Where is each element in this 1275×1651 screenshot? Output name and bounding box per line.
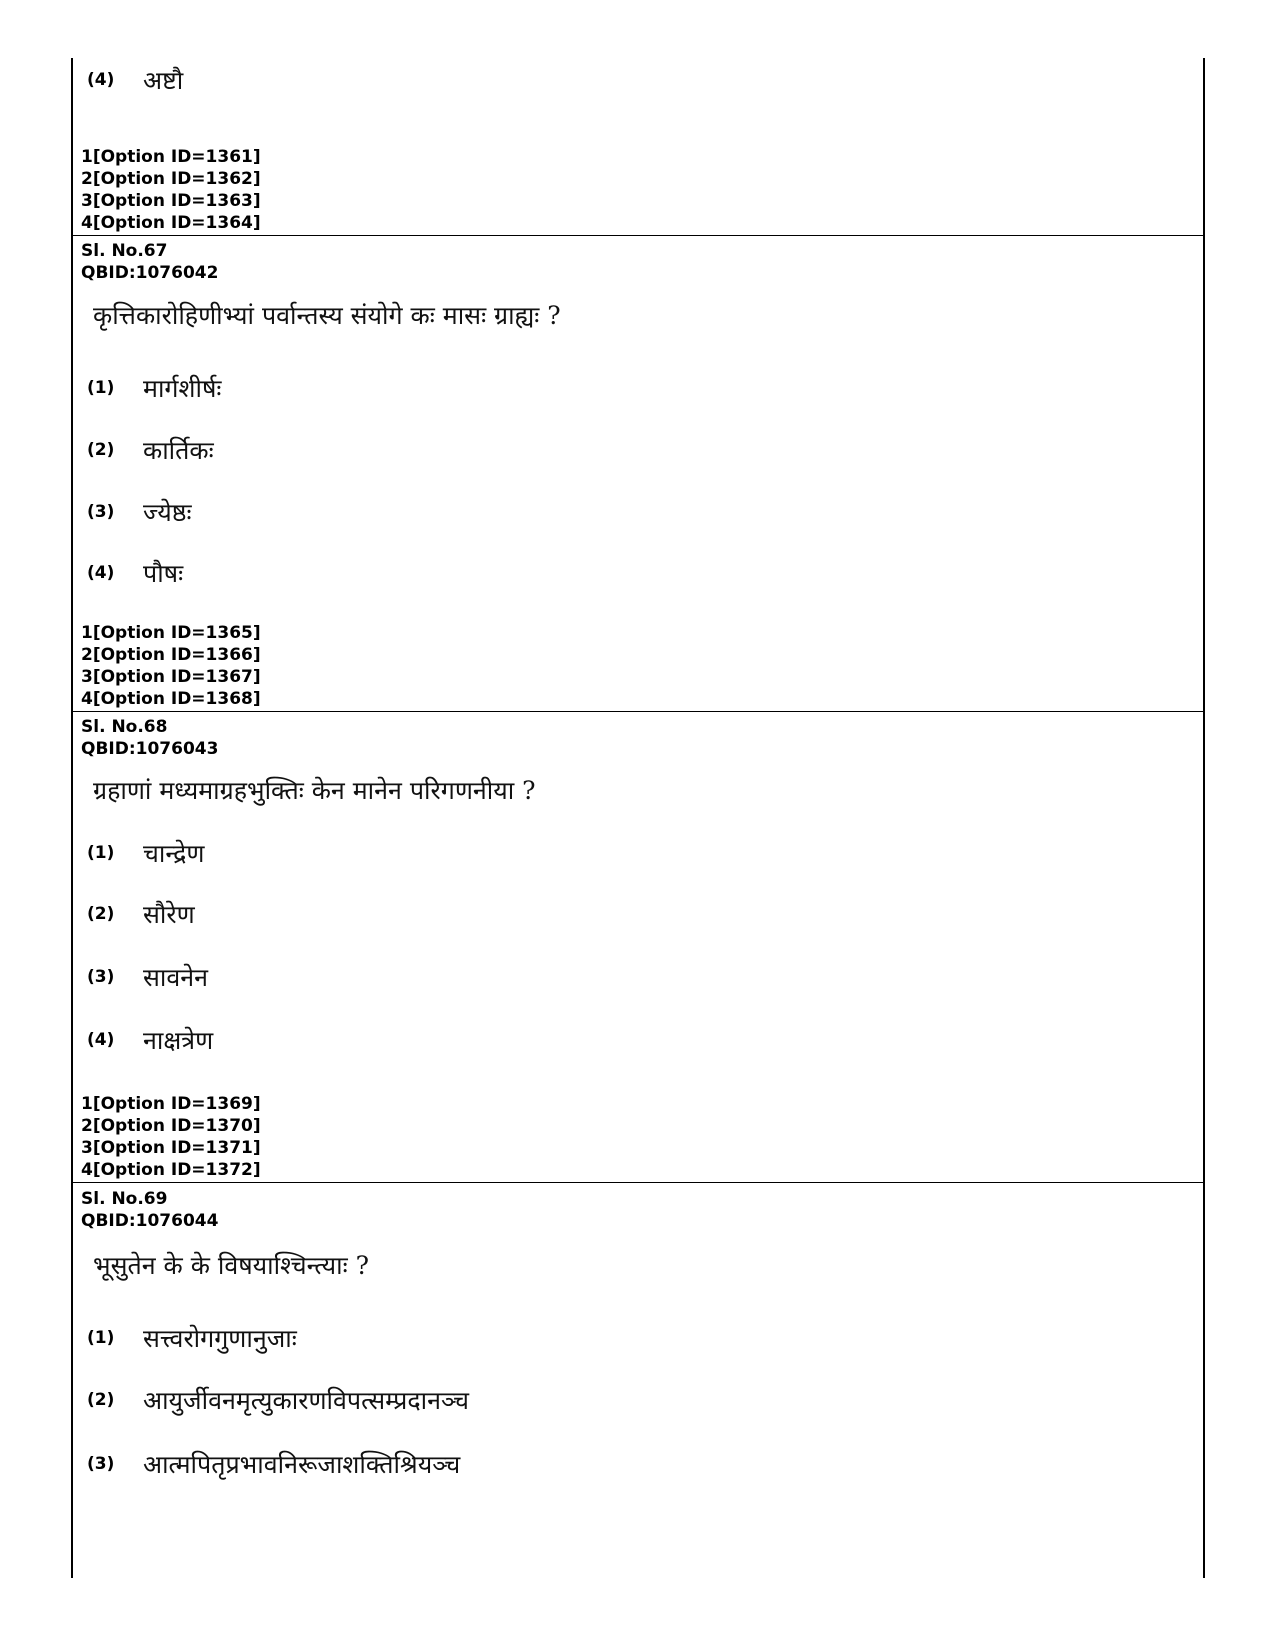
option-row [87,430,214,470]
option-text: अष्टौ [143,66,184,95]
option-row [87,894,195,934]
option-number: (1) [87,378,115,398]
option-number: (4) [87,563,115,583]
option-id-list [81,622,261,710]
option-text: सत्त्वरोगगुणानुजाः [143,1324,297,1353]
separator-line [73,711,1203,712]
option-text: सौरेण [143,900,195,929]
option-id: 2[Option ID=1362] [81,169,261,189]
option-id: 3[Option ID=1363] [81,191,261,211]
question-header [81,1188,218,1232]
option-id: 2[Option ID=1366] [81,645,261,665]
option-text: चान्द्रेण [143,839,205,868]
option-row [87,60,183,100]
qbid: QBID:1076042 [81,263,219,283]
question-header [81,240,218,284]
question-text: भूसुतेन के के विषयाश्चिन्त्याः ? [93,1251,369,1280]
option-row [87,368,221,408]
option-text: आयुर्जीवनमृत्युकारणविपत्सम्प्रदानञ्च [143,1386,470,1415]
option-id: 4[Option ID=1364] [81,213,261,233]
separator-line [73,1182,1203,1183]
option-number: (3) [87,1454,115,1474]
sl-no: Sl. No.68 [81,717,168,737]
option-text: ज्येष्ठः [143,498,192,527]
option-text: सावनेन [143,963,209,992]
option-text: पौषः [143,559,184,588]
option-id: 2[Option ID=1370] [81,1116,261,1136]
option-number: (4) [87,70,115,90]
option-number: (1) [87,843,115,863]
option-number: (2) [87,1390,115,1410]
option-id: 1[Option ID=1369] [81,1094,261,1114]
option-id-list [81,1093,261,1181]
option-id: 1[Option ID=1365] [81,623,261,643]
option-row [87,833,204,873]
option-id: 3[Option ID=1367] [81,667,261,687]
sl-no: Sl. No.67 [81,241,168,261]
question-text: कृत्तिकारोहिणीभ्यां पर्वान्तस्य संयोगे कः मासः ग्राह्यः ? [93,301,561,330]
option-id-list [81,146,261,234]
option-number: (4) [87,1030,115,1050]
option-row [87,492,192,532]
option-id: 3[Option ID=1371] [81,1138,261,1158]
option-number: (2) [87,904,115,924]
option-row [87,1444,460,1484]
option-id: 4[Option ID=1372] [81,1160,261,1180]
option-id: 1[Option ID=1361] [81,147,261,167]
option-text: मार्गशीर्षः [143,374,222,403]
qbid: QBID:1076043 [81,739,219,759]
option-number: (3) [87,502,115,522]
question-header [81,716,218,760]
question-paper-frame [71,58,1205,1578]
qbid: QBID:1076044 [81,1211,219,1231]
option-text: कार्तिकः [143,436,214,465]
option-row [87,1020,213,1060]
option-row [87,957,208,997]
separator-line [73,235,1203,236]
option-row [87,1380,469,1420]
option-row [87,553,183,593]
option-row [87,1318,297,1358]
option-id: 4[Option ID=1368] [81,689,261,709]
option-number: (1) [87,1328,115,1348]
option-number: (3) [87,967,115,987]
option-number: (2) [87,440,115,460]
sl-no: Sl. No.69 [81,1189,168,1209]
option-text: नाक्षत्रेण [143,1026,214,1055]
option-text: आत्मपितृप्रभावनिरूजाशक्तिश्रियञ्च [143,1450,461,1479]
question-text: ग्रहाणां मध्यमाग्रहभुक्तिः केन मानेन परिगणनीया ? [93,776,536,805]
